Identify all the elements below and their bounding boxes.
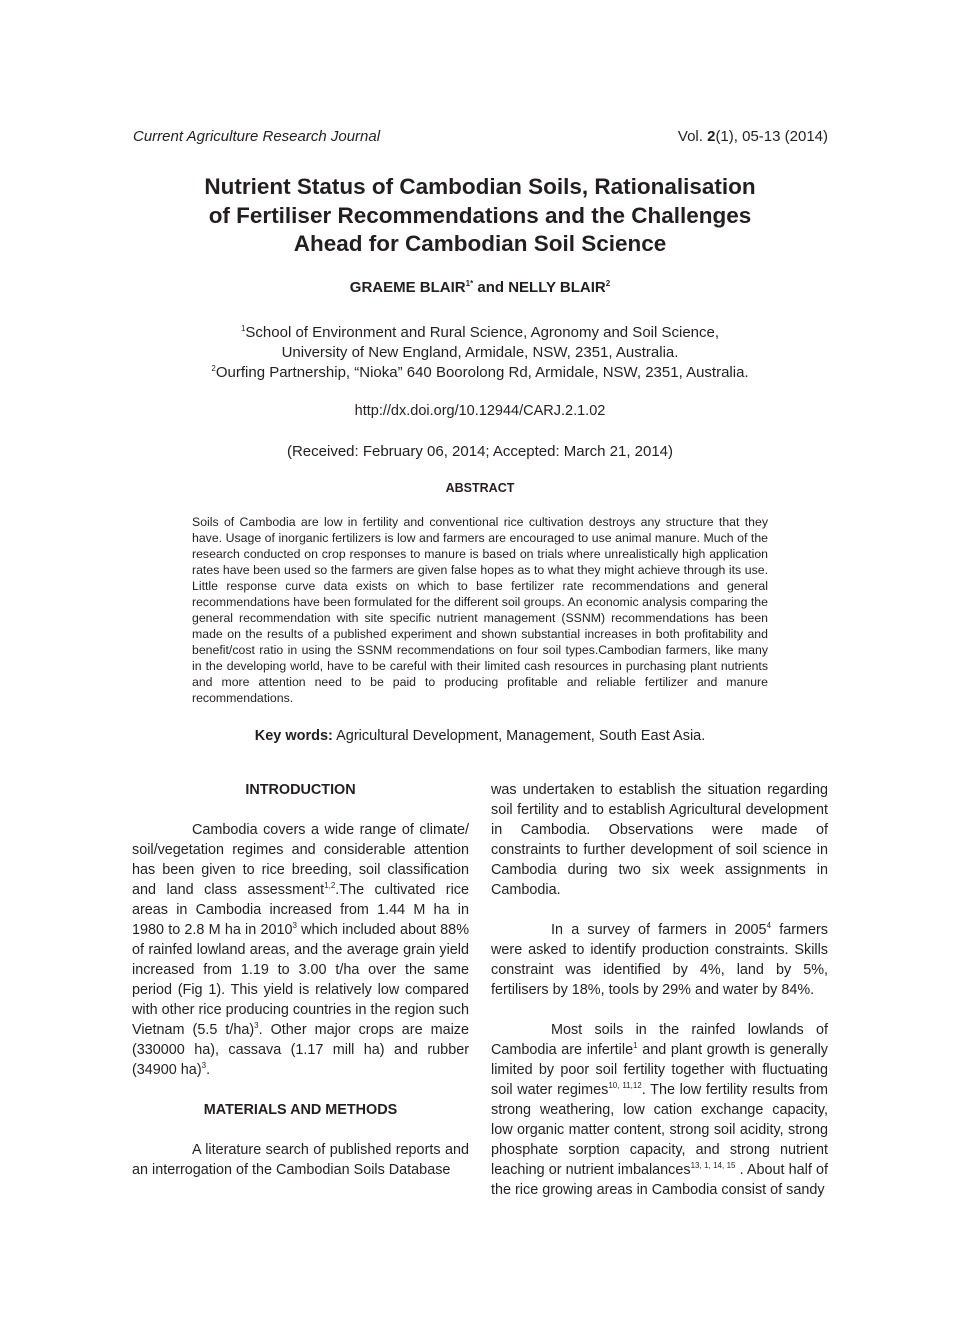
left-column (132, 780, 469, 1200)
paper-title (140, 173, 820, 259)
affiliations (0, 323, 960, 383)
keywords-text: Agricultural Development, Management, South East Asia. (332, 728, 706, 744)
title-line: Nutrient Status of Cambodian Soils, Rationalisation (204, 174, 756, 199)
paragraph: A literature search of published reports and an interrogation of the Cambodian Soils Database (132, 1142, 469, 1178)
paragraph: Cambodia covers a wide range of climate/ soil/vegetation regimes and considerable attention has been given to rice breeding, soil classification and land class assessment$^{1,2}$.The cultivated rice areas in Cambodia increased from 1.44 M ha in 1980 to 2.8 M ha in 2010$^3$ which included about 88% of rainfed lowland areas, and the average grain yield increased from 1.19 to 3.00 t/ha over the same period (Fig 1). This yield is relatively low compared with other rice producing countries in the region such Vietnam (5.5 t/ha)$^3$. Other major crops are maize (330000 ha), cassava (1.17 mill ha) and rubber (34900 ha)$^3$. (132, 822, 470, 1078)
journal-name: Current Agriculture Research Journal (133, 128, 381, 145)
paragraph: was undertaken to establish the situation regarding soil fertility and to establish Agricultural development in Cambodia. Observations were made of constraints to further development of soil science in Cambodia during two six week assignments in Cambodia. (491, 782, 828, 898)
title-line: Ahead for Cambodian Soil Science (293, 231, 667, 256)
introduction-heading: INTRODUCTION (245, 782, 356, 798)
volume-info: Vol. 2(1), 05-13 (2014) (677, 128, 828, 145)
affiliation-line: University of New England, Armidale, NSW, 2351, Australia. (281, 344, 679, 361)
author-name: GRAEME BLAIR (349, 279, 466, 296)
keywords-label: Key words: (254, 728, 333, 744)
doi-link[interactable]: http://dx.doi.org/10.12944/CARJ.2.1.02 (354, 403, 606, 419)
keywords (0, 728, 960, 744)
abstract-heading: ABSTRACT (445, 481, 515, 495)
paragraph: Most soils in the rainfed lowlands of Cambodia are infertile$^1$ and plant growth is generally limited by poor soil fertility together with fluctuating soil water regimes$^{10, 11,12}$. The low fertility results from strong weathering, low cation exchange capacity, low organic matter content, strong soil acidity, strong phosphate sorption capacity, and strong nutrient leaching or nutrient imbalances$^{13, 1, 14, 15}$ . About half of the rice growing areas in Cambodia consist of sandy (491, 1022, 829, 1198)
right-column (491, 780, 828, 1220)
authors: GRAEME $BLAIR^{1*}$ and NELLY BLAIR$^2$ (349, 279, 611, 296)
abstract-text: Soils of Cambodia are low in fertility and conventional rice cultivation destroys any structure that they have. Usage of inorganic fertilizers is low and farmers are encouraged to use animal manure. Much of the research conducted on crop responses to manure is based on trials where unrealistically high application rates have been used so the farmers are given false hopes as to what they might achieve through its use. Little response curve data exists on which to base fertilizer rate recommendations and general recommendations have been formulated for the different soil groups. An economic analysis comparing the general recommendation with site specific nutrient management (SSNM) recommendations has been made on the results of a published experiment and shown substantial increases in both profitability and benefit/cost ratio in using the SSNM recommendations on four soil types.Cambodian farmers, like many in the developing world, have to be careful with their limited cash resources in purchasing plant nutrients and more attention need to be paid to producing profitable and reliable fertilizer and manure recommendations. (192, 515, 768, 705)
affiliation-line: $^2$Ourfing Partnership, “Nioka” 640 Boorolong Rd, Armidale, NSW, 2351, Australia. (211, 364, 749, 381)
author-name: NELLY BLAIR (508, 279, 606, 296)
received-accepted-dates: (Received: February 06, 2014; Accepted: March 21, 2014) (286, 443, 674, 460)
affiliation-line: $^1$School of Environment and Rural Science, Agronomy and Soil Science, (240, 324, 720, 341)
title-line: of Fertiliser Recommendations and the Challenges (208, 202, 752, 228)
running-header (133, 128, 828, 145)
methods-heading: MATERIALS AND METHODS (203, 1102, 398, 1118)
paragraph: In a survey of farmers in 2005$^4$ farmers were asked to identify production constraints. Skills constraint was identified by 4%, land by 5%, fertilisers by 18%, tools by 29% and water by 84%. (491, 921, 828, 998)
